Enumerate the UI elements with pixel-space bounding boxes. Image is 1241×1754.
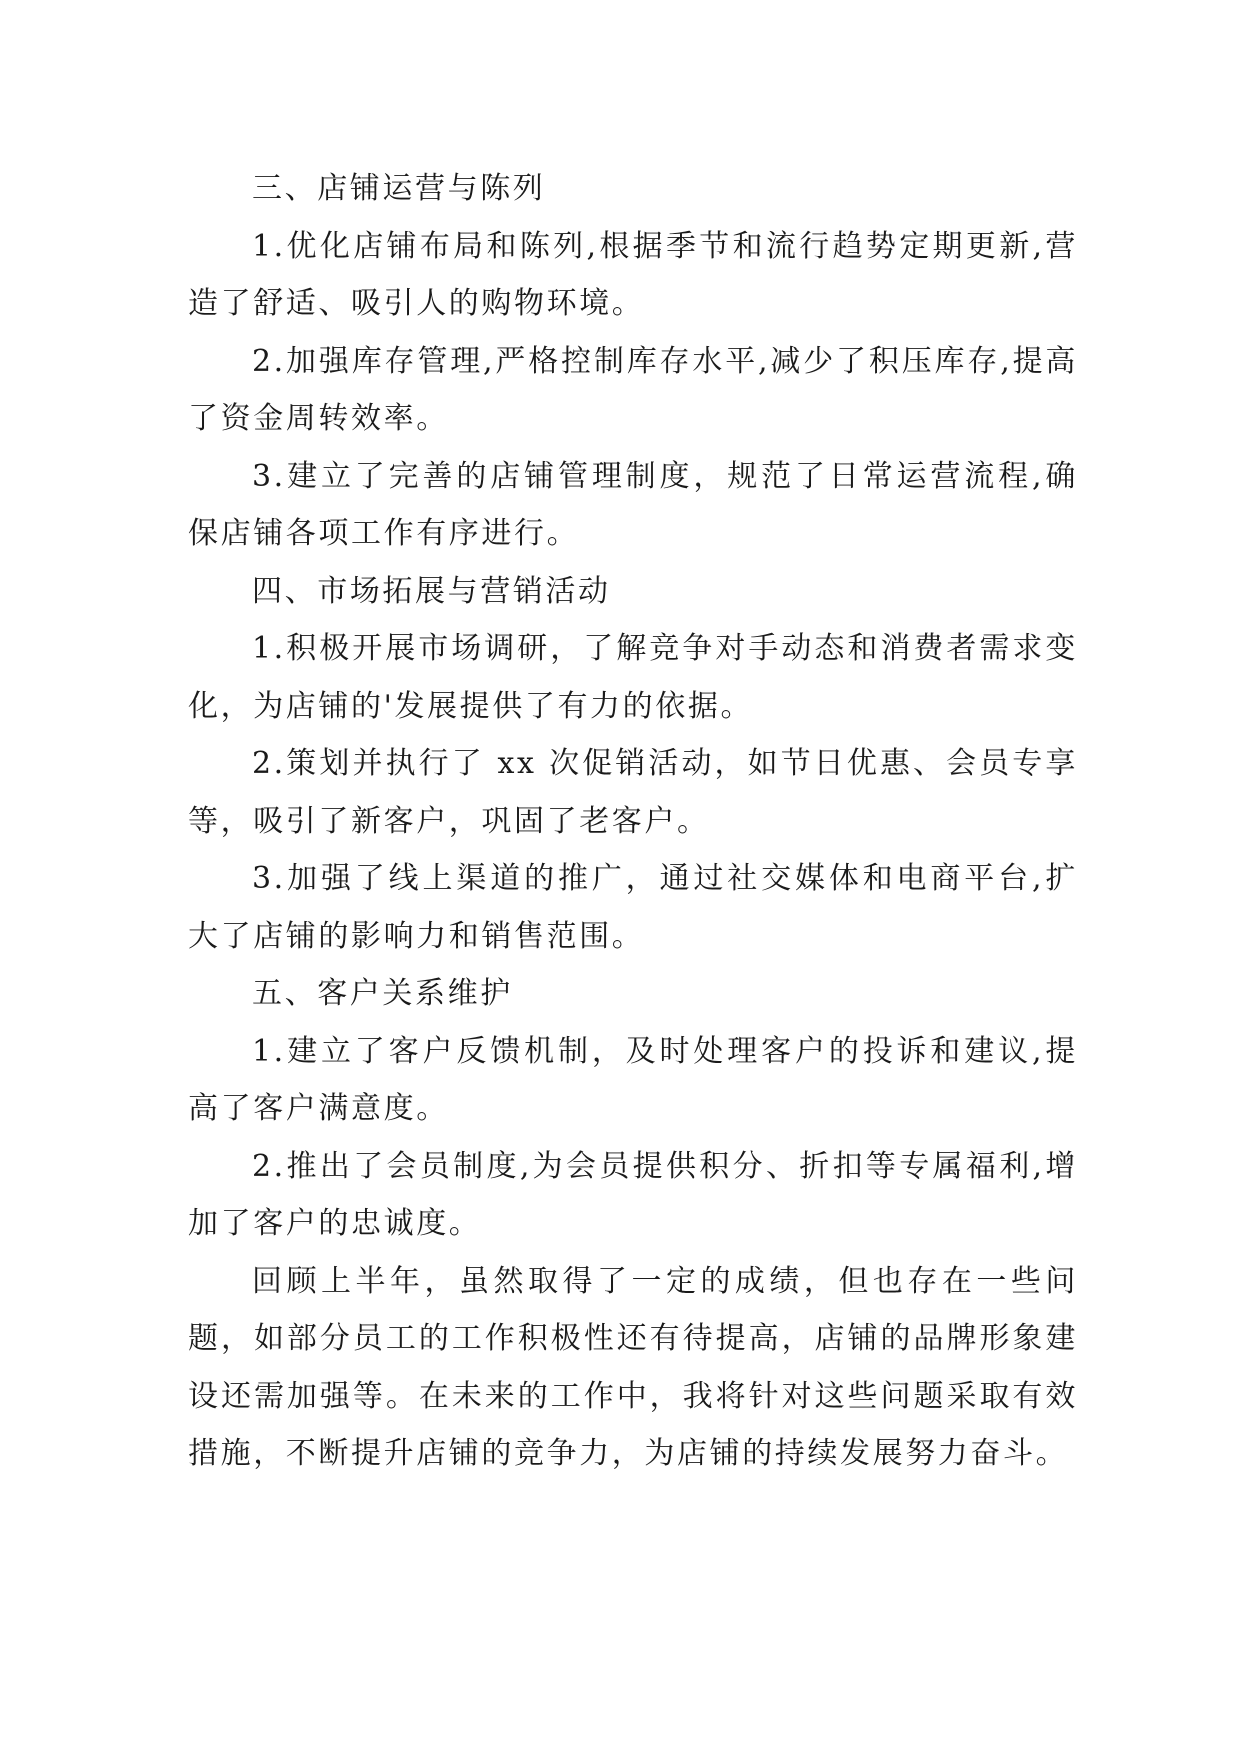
section4-item-2: 2.策划并执行了 xx 次促销活动，如节日优惠、会员专享等，吸引了新客户，巩固了老客户。 (188, 746, 1078, 839)
section-heading-customer-relations: 五、客户关系维护 (252, 976, 513, 1011)
section4-item-3: 3.加强了线上渠道的推广，通过社交媒体和电商平台,扩大了店铺的影响力和销售范围。 (188, 861, 1078, 954)
section3-item-2: 2.加强库存管理,严格控制库存水平,减少了积压库存,提高了资金周转效率。 (188, 343, 1078, 436)
section5-item-1: 1.建立了客户反馈机制，及时处理客户的投诉和建议,提高了客户满意度。 (188, 1033, 1078, 1126)
conclusion-paragraph: 回顾上半年，虽然取得了一定的成绩，但也存在一些问题，如部分员工的工作积极性还有待提高，店铺的品牌形象建设还需加强等。在未来的工作中，我将针对这些问题采取有效措施，不断提升店铺的竞争力，为店铺的持续发展努力奋斗。 (188, 1263, 1078, 1471)
section3-item-1: 1.优化店铺布局和陈列,根据季节和流行趋势定期更新,营造了舒适、吸引人的购物环境。 (188, 228, 1078, 321)
section5-item-2: 2.推出了会员制度,为会员提供积分、折扣等专属福利,增加了客户的忠诚度。 (188, 1148, 1078, 1241)
section4-item-1: 1.积极开展市场调研，了解竞争对手动态和消费者需求变化，为店铺的'发展提供了有力的依据。 (188, 631, 1078, 724)
section-heading-marketing: 四、市场拓展与营销活动 (252, 573, 611, 609)
section-heading-store-operations: 三、店铺运营与陈列 (252, 171, 546, 206)
document-body (188, 160, 1078, 1483)
section3-item-3: 3.建立了完善的店铺管理制度，规范了日常运营流程,确保店铺各项工作有序进行。 (188, 458, 1078, 551)
